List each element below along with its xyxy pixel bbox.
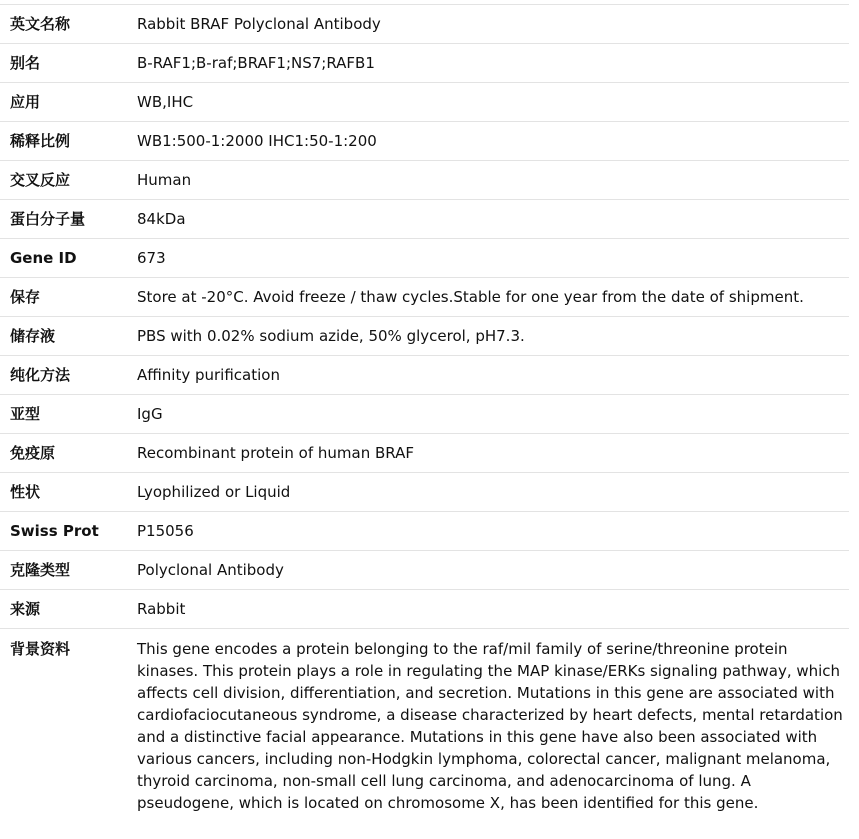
spec-value: 84kDa bbox=[137, 210, 186, 228]
spec-value: Store at -20°C. Avoid freeze / thaw cycles.Stable for one year from the date of shipment. bbox=[137, 288, 804, 306]
spec-value: PBS with 0.02% sodium azide, 50% glycerol, pH7.3. bbox=[137, 327, 525, 345]
spec-label: 纯化方法 bbox=[10, 366, 71, 384]
spec-value: IgG bbox=[137, 405, 163, 423]
spec-row-immunogen bbox=[0, 434, 849, 473]
spec-value: Rabbit BRAF Polyclonal Antibody bbox=[137, 15, 381, 33]
spec-label: 来源 bbox=[10, 600, 41, 618]
spec-row-reactivity bbox=[0, 161, 849, 200]
spec-row-buffer bbox=[0, 317, 849, 356]
product-spec-table bbox=[0, 4, 849, 825]
spec-label: 应用 bbox=[10, 93, 41, 111]
spec-label: 免疫原 bbox=[10, 444, 56, 462]
spec-row-english-name bbox=[0, 5, 849, 44]
spec-label: 别名 bbox=[10, 54, 41, 72]
spec-row-swiss-prot bbox=[0, 512, 849, 551]
spec-row-application bbox=[0, 83, 849, 122]
spec-row-molecular-weight bbox=[0, 200, 849, 239]
spec-row-purification bbox=[0, 356, 849, 395]
spec-row-background bbox=[0, 629, 849, 825]
spec-row-form bbox=[0, 473, 849, 512]
spec-row-alias bbox=[0, 44, 849, 83]
spec-label: Swiss Prot bbox=[10, 522, 99, 540]
spec-label: 克隆类型 bbox=[10, 561, 71, 579]
spec-label: 储存液 bbox=[10, 327, 56, 345]
spec-row-clonality bbox=[0, 551, 849, 590]
spec-label: 性状 bbox=[10, 483, 41, 501]
spec-row-dilution bbox=[0, 122, 849, 161]
spec-label: 背景资料 bbox=[10, 640, 71, 658]
spec-label: 亚型 bbox=[10, 405, 41, 423]
spec-row-gene-id bbox=[0, 239, 849, 278]
spec-value-background: This gene encodes a protein belonging to the raf/mil family of serine/threonine protein kinases. This protein plays a role in regulating the MAP kinase/ERKs signaling pathway, which affects cell division, differentiation, and secretion. Mutations in this gene are associated with cardiofaciocutaneous syndrome, a disease characterized by heart defects, mental retardation and a distinctive facial appearance. Mutations in this gene have also been associated with various cancers, including non-Hodgkin lymphoma, colorectal cancer, malignant melanoma, thyroid carcinoma, non-small cell lung carcinoma, and adenocarcinoma of lung. A pseudogene, which is located on chromosome X, has been identified for this gene. bbox=[137, 640, 843, 812]
spec-label: 英文名称 bbox=[10, 15, 71, 33]
spec-label: 稀释比例 bbox=[10, 132, 71, 150]
spec-row-storage bbox=[0, 278, 849, 317]
spec-label: Gene ID bbox=[10, 249, 77, 267]
spec-value: WB,IHC bbox=[137, 93, 194, 111]
spec-label: 保存 bbox=[10, 288, 41, 306]
spec-value: P15056 bbox=[137, 522, 194, 540]
spec-value: WB1:500-1:2000 IHC1:50-1:200 bbox=[137, 132, 377, 150]
spec-value: Rabbit bbox=[137, 600, 186, 618]
spec-row-host bbox=[0, 590, 849, 629]
spec-value: Polyclonal Antibody bbox=[137, 561, 284, 579]
spec-value: 673 bbox=[137, 249, 166, 267]
spec-row-isotype bbox=[0, 395, 849, 434]
spec-value: Affinity purification bbox=[137, 366, 280, 384]
spec-value: Lyophilized or Liquid bbox=[137, 483, 291, 501]
spec-value: Human bbox=[137, 171, 192, 189]
spec-label: 蛋白分子量 bbox=[10, 210, 86, 228]
spec-label: 交叉反应 bbox=[10, 171, 71, 189]
spec-value: B-RAF1;B-raf;BRAF1;NS7;RAFB1 bbox=[137, 54, 375, 72]
spec-value: Recombinant protein of human BRAF bbox=[137, 444, 414, 462]
